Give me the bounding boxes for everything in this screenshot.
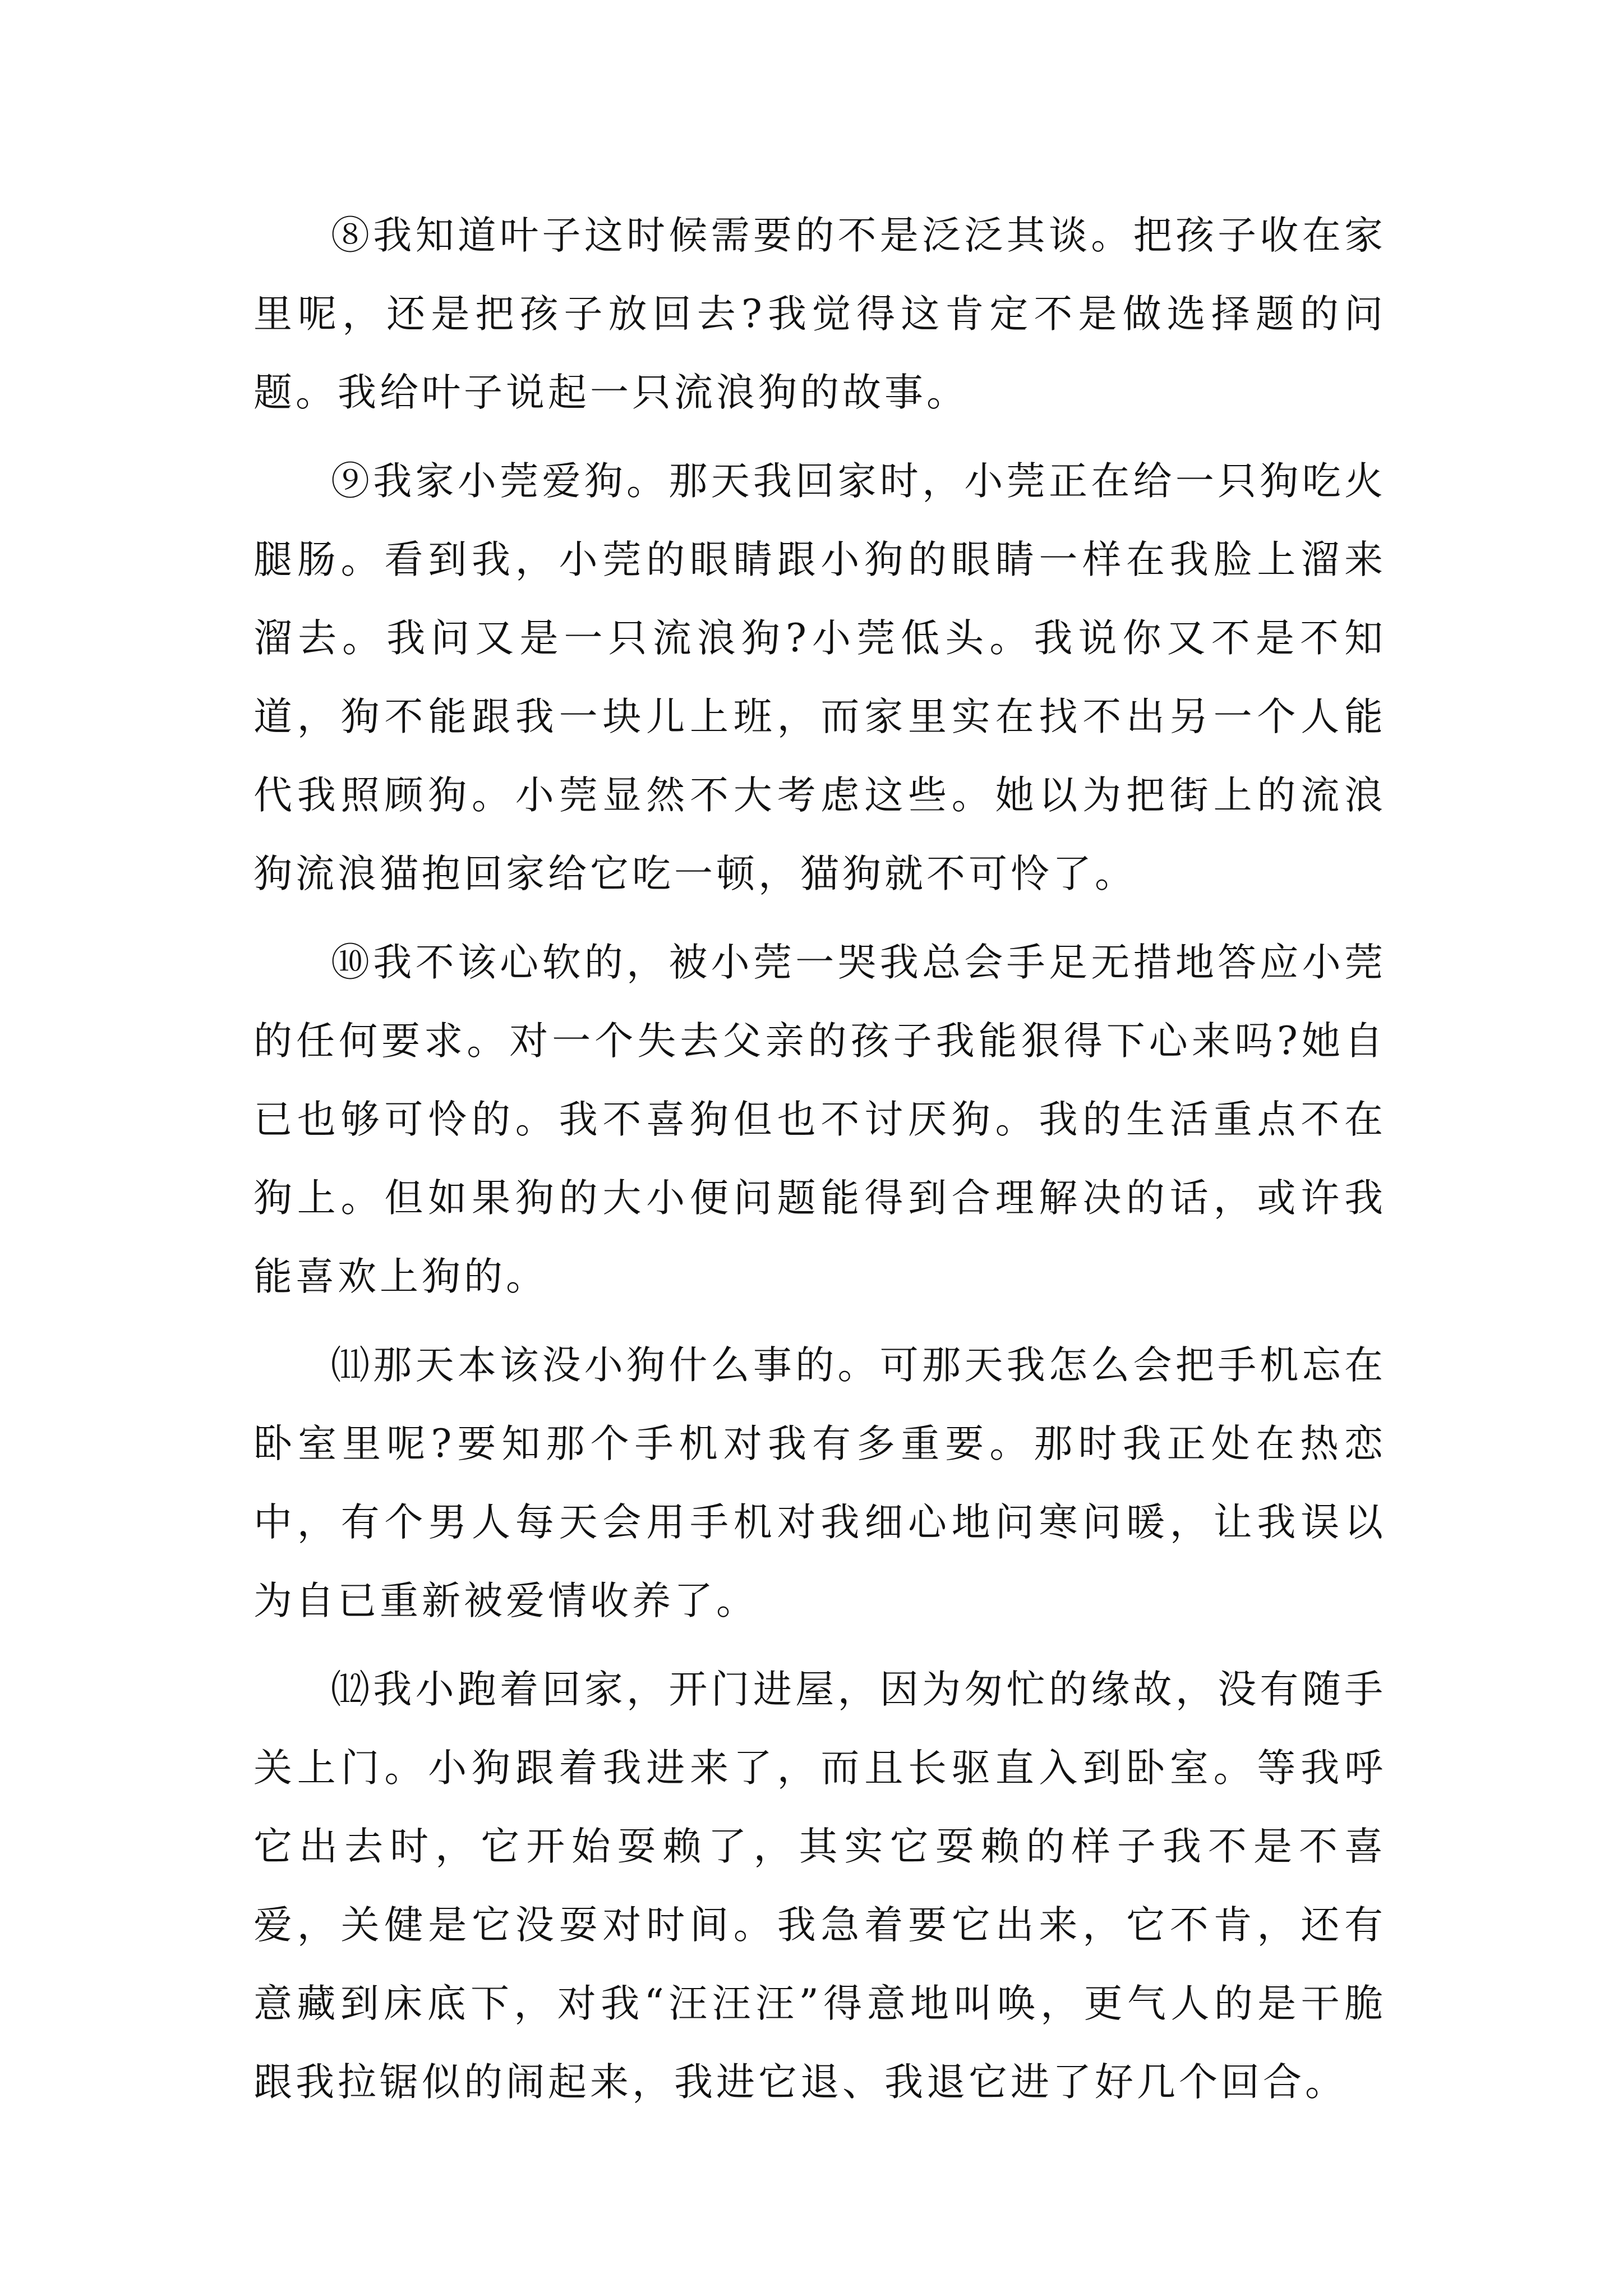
article-body <box>253 196 1386 2132</box>
paragraph-12: ⑿我小跑着回家，开门进屋，因为匆忙的缘故，没有随手关上门。小狗跟着我进来了，而且长驱直入到卧室。等我呼它出去时，它开始耍赖了，其实它耍赖的样子我不是不喜爱，关健是它没耍对时间。我急着要它出来，它不肯，还有意藏到床底下，对我“汪汪汪”得意地叫唤，更气人的是干脆跟我拉锯似的闹起来，我进它退、我退它进了好几个回合。 <box>253 1667 1386 2105</box>
paragraph-10: ⑩我不该心软的，被小莞一哭我总会手足无措地答应小莞的任何要求。对一个失去父亲的孩子我能狠得下心来吗?她自已也够可怜的。我不喜狗但也不讨厌狗。我的生活重点不在狗上。但如果狗的大小便问题能得到合理解决的话，或许我能喜欢上狗的。 <box>253 940 1386 1299</box>
paragraph-8: ⑧我知道叶子这时候需要的不是泛泛其谈。把孩子收在家里呢，还是把孩子放回去?我觉得这肯定不是做选择题的问题。我给叶子说起一只流浪狗的故事。 <box>253 213 1386 415</box>
paragraph-9: ⑨我家小莞爱狗。那天我回家时，小莞正在给一只狗吃火腿肠。看到我，小莞的眼睛跟小狗的眼睛一样在我脸上溜来溜去。我问又是一只流浪狗?小莞低头。我说你又不是不知道，狗不能跟我一块儿上班，而家里实在找不出另一个人能代我照顾狗。小莞显然不大考虑这些。她以为把街上的流浪狗流浪猫抱回家给它吃一顿，猫狗就不可怜了。 <box>253 459 1386 896</box>
paragraph-11: ⑾那天本该没小狗什么事的。可那天我怎么会把手机忘在卧室里呢?要知那个手机对我有多重要。那时我正处在热恋中，有个男人每天会用手机对我细心地问寒问暖，让我误以为自已重新被爱情收养了。 <box>253 1343 1386 1623</box>
